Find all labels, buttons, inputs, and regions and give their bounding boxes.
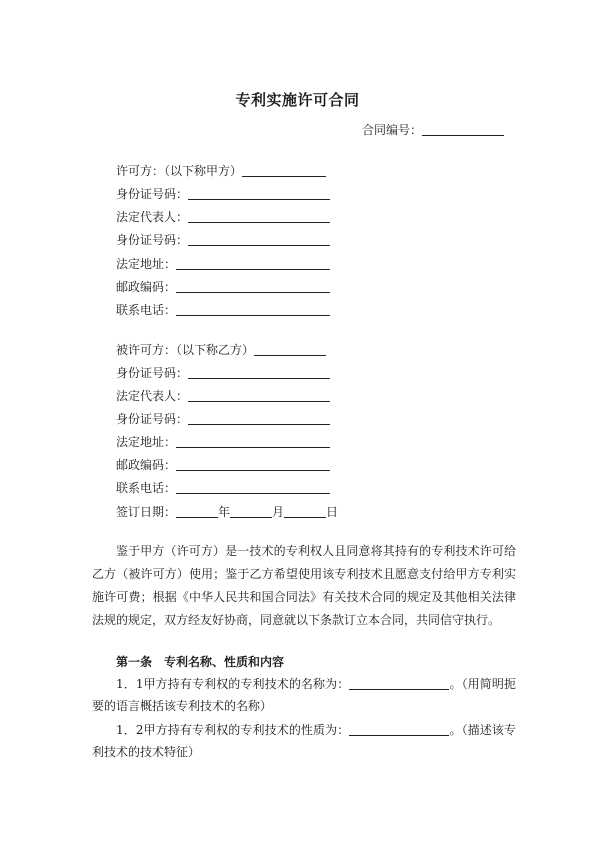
licensee-rep-blank[interactable] [188, 388, 330, 402]
field-label: 邮政编码： [116, 458, 177, 472]
sign-month-blank[interactable] [230, 504, 272, 518]
patent-name-blank[interactable] [349, 676, 449, 690]
field-label: 身份证号码： [116, 366, 189, 380]
licensor-rep-id-blank[interactable] [188, 232, 330, 246]
month-label: 月 [272, 505, 285, 519]
contract-number [362, 121, 504, 138]
licensee-name-blank[interactable] [254, 342, 326, 356]
licensor-id-blank[interactable] [188, 186, 330, 200]
licensee-postcode-blank[interactable] [176, 457, 330, 471]
sign-date-label: 签订日期： [116, 505, 177, 519]
clause-1-1-note: 。（用简明扼要的语言概括该专利技术的名称） [92, 677, 516, 713]
contract-number-label: 合同编号： [361, 123, 422, 137]
field-label: 联系电话： [116, 481, 177, 495]
licensor-postcode-field [116, 279, 330, 294]
licensee-phone-field [116, 480, 330, 495]
field-label: 联系电话： [116, 303, 177, 317]
field-label: 法定地址： [116, 257, 177, 271]
licensor-address-field [116, 256, 330, 271]
contract-number-blank[interactable] [422, 122, 504, 136]
licensor-phone-blank[interactable] [176, 302, 330, 316]
licensee-name-field [116, 342, 326, 357]
field-label: 邮政编码： [116, 280, 177, 294]
field-label: 法定代表人： [116, 389, 189, 403]
licensee-address-blank[interactable] [176, 434, 330, 448]
field-label: 法定代表人： [116, 210, 189, 224]
licensee-address-field [116, 434, 330, 449]
sign-day-blank[interactable] [284, 504, 326, 518]
licensor-rep-blank[interactable] [188, 209, 330, 223]
field-label: 法定地址： [116, 435, 177, 449]
licensor-rep-id-field [116, 232, 330, 247]
field-label: 身份证号码： [116, 233, 189, 247]
licensee-phone-blank[interactable] [176, 480, 330, 494]
clause-1-1 [92, 673, 516, 717]
licensor-name-blank[interactable] [242, 163, 326, 177]
licensee-rep-id-field [116, 411, 330, 426]
field-label: 身份证号码： [116, 187, 189, 201]
year-label: 年 [218, 505, 231, 519]
licensor-rep-field [116, 209, 330, 224]
clause-1-2-text: 1．2甲方持有专利权的专利技术的性质为： [116, 723, 350, 737]
licensee-id-field [116, 365, 330, 380]
licensee-rep-id-blank[interactable] [188, 411, 330, 425]
clause-1-1-text: 1．1甲方持有专利权的专利技术的名称为： [116, 677, 350, 691]
licensor-id-field [116, 186, 330, 201]
clause-1-2-note: 。（描述该专利技术的技术特征） [92, 723, 516, 759]
licensor-label: 许可方：（以下称甲方） [116, 164, 243, 178]
sign-year-blank[interactable] [176, 504, 218, 518]
licensee-postcode-field [116, 457, 330, 472]
licensee-id-blank[interactable] [188, 365, 330, 379]
licensor-phone-field [116, 302, 330, 317]
page-title: 专利实施许可合同 [235, 91, 360, 109]
licensee-rep-field [116, 388, 330, 403]
preamble-paragraph: 鉴于甲方（许可方）是一技术的专利权人且同意将其持有的专利技术许可给乙方（被许可方）使用；鉴于乙方希望使用该专利技术且愿意支付给甲方专利实施许可费；根据《中华人民共和国合同法》有关技术合同的规定及其他相关法律法规的规定，双方经友好协商，同意就以下条款订立本合同，共同信守执行。 [92, 544, 516, 627]
clause-1-2 [92, 719, 516, 763]
day-label: 日 [326, 505, 339, 519]
sign-date-field [116, 504, 338, 519]
field-label: 身份证号码： [116, 412, 189, 426]
licensee-label: 被许可方：（以下称乙方） [116, 343, 255, 357]
licensor-postcode-blank[interactable] [176, 279, 330, 293]
patent-nature-blank[interactable] [349, 722, 449, 736]
article-1-heading: 第一条 专利名称、性质和内容 [116, 655, 285, 669]
licensor-address-blank[interactable] [176, 256, 330, 270]
licensor-name-field [116, 163, 326, 178]
